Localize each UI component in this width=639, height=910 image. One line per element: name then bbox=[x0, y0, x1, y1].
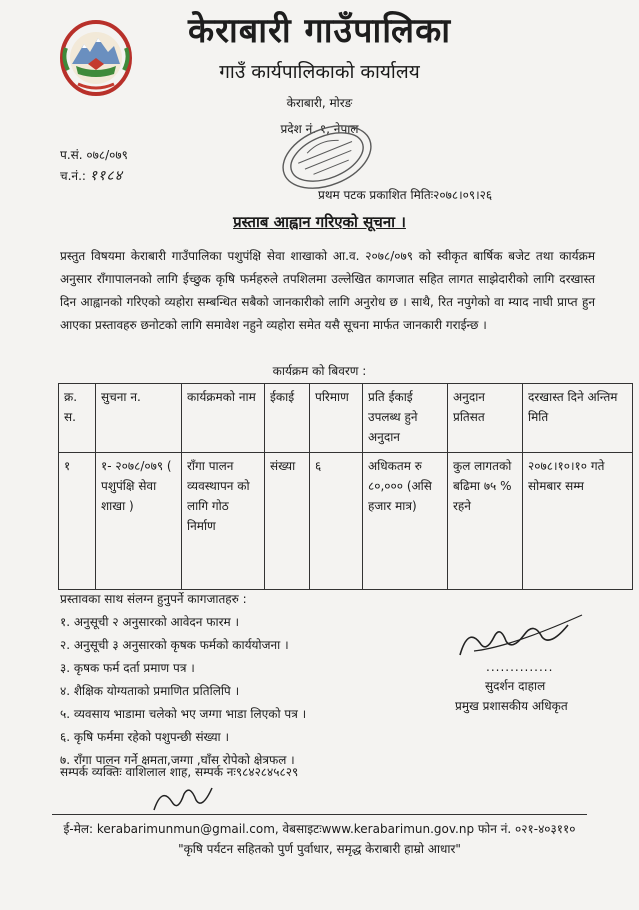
ref-cn bbox=[60, 166, 123, 185]
list-item: ३. कृषक फर्म दर्ता प्रमाण पत्र । bbox=[60, 661, 195, 675]
table-header-cell: ईकाई bbox=[265, 384, 310, 453]
office-address: केराबारी, मोरङ bbox=[286, 96, 353, 110]
page-title: केराबारी गाउँपालिका bbox=[187, 11, 452, 51]
table-header-cell: कार्यक्रमको नाम bbox=[182, 384, 265, 453]
office-province: प्रदेश नं. १, नेपाल bbox=[280, 122, 359, 136]
publish-date: प्रथम पटक प्रकाशित मितिः२०७८।०९।२६ bbox=[318, 188, 493, 202]
signature-line: .............. bbox=[486, 660, 554, 674]
footer-slogan: "कृषि पर्यटन सहितको पुर्ण पुर्वाधार, समृद्ध केराबारी हाम्रो आधार" bbox=[178, 842, 461, 856]
contact-person: सम्पर्क व्यक्तिः वाशिलाल शाह, सम्पर्क नः९८४२८४५८२९ bbox=[60, 765, 299, 779]
ref-ps bbox=[60, 146, 128, 163]
office-subtitle: गाउँ कार्यपालिकाको कार्यालय bbox=[219, 61, 420, 83]
list-item: ५. व्यवसाय भाडामा चलेको भए जग्गा भाडा लिएको पत्र । bbox=[60, 707, 307, 721]
table-header-cell: दरखास्त दिने अन्तिम मिति bbox=[523, 384, 633, 453]
attachments-title: प्रस्तावका साथ संलग्न हुनुपर्ने कागजातहरु : bbox=[60, 592, 247, 606]
table-cell: १ bbox=[59, 453, 96, 590]
table-header-cell: सुचना न. bbox=[96, 384, 182, 453]
table-header-cell: प्रति ईकाई उपलब्ध हुने अनुदान bbox=[363, 384, 448, 453]
list-item: ७. राँगा पालन गर्ने क्षमता,जग्गा ,घाँस रोपेको क्षेत्रफल । bbox=[60, 753, 295, 767]
table-header-row bbox=[59, 384, 633, 453]
table-cell: अधिकतम रु ८०,००० (असि हजार मात्र) bbox=[363, 453, 448, 590]
table-header-cell: क्र. स. bbox=[59, 384, 96, 453]
signatory-name: सुदर्शन दाहाल bbox=[485, 679, 546, 693]
table-cell: कुल लागतको बढिमा ७५ % रहने bbox=[448, 453, 523, 590]
footer-divider bbox=[52, 814, 587, 815]
ref-ps-label: प.सं. bbox=[60, 148, 83, 162]
ref-cn-label: च.नं.: bbox=[60, 169, 86, 183]
table-caption: कार्यक्रम को बिवरण : bbox=[272, 364, 367, 378]
list-item: ६. कृषि फर्ममा रहेको पशुपन्छी संख्या । bbox=[60, 730, 230, 744]
table-row bbox=[59, 453, 633, 590]
table-header-cell: परिमाण bbox=[310, 384, 363, 453]
ref-ps-value: ०७८/०७९ bbox=[86, 148, 128, 162]
table-cell: संख्या bbox=[265, 453, 310, 590]
table-cell: ६ bbox=[310, 453, 363, 590]
list-item: १. अनुसूची २ अनुसारको आवेदन फारम । bbox=[60, 615, 240, 629]
ref-cn-value: ११८४ bbox=[89, 168, 123, 184]
footer-contact: ई-मेल: kerabarimunmun@gmail.com, वेबसाइटःwww.kerabarimun.gov.np फोन नं. ०२१-४०३११० bbox=[63, 822, 576, 836]
table-cell: राँगा पालन व्यवस्थापन को लागि गोठ निर्माण bbox=[182, 453, 265, 590]
list-item: २. अनुसूची ३ अनुसारको कृषक फर्मको कार्ययोजना । bbox=[60, 638, 289, 652]
attachments-list bbox=[60, 588, 306, 772]
table-cell: १- २०७८/०७९ ( पशुपंक्षि सेवा शाखा ) bbox=[96, 453, 182, 590]
program-table bbox=[58, 383, 633, 590]
signatory-designation: प्रमुख प्रशासकीय अधिकृत bbox=[455, 699, 568, 713]
table-cell: २०७८।१०।१० गते सोमबार सम्म bbox=[523, 453, 633, 590]
notice-heading: प्रस्ताब आह्वान गरिएको सूचना । bbox=[233, 213, 406, 231]
notice-body: प्रस्तुत विषयमा केराबारी गाउँपालिका पशुपंक्षि सेवा शाखाको आ.व. २०७८/०७९ को स्वीकृत बार्षिक बजेट तथा कार्यक्रम अनुसार राँगापालनको लागि ईच्छुक कृषि फर्महरुले तपशिलमा उल्लेखित कागजात सहित लागत साझेदारीको लागि दरखास्त दिन आह्वानको गरिएको व्यहोरा सम्बन्धित सबैको जानकारीको लागि अनुरोध छ । साथै, रित नपुगेको वा म्याद नाघी प्राप्त हुन आएका प्रस्तावहरु छनोटको लागि समावेश नहुने व्यहोरा समेत यसै सूचना मार्फत जानकारी गराईन्छ । bbox=[60, 249, 595, 332]
table-header-cell: अनुदान प्रतिसत bbox=[448, 384, 523, 453]
list-item: ४. शैक्षिक योग्यताको प्रमाणित प्रतिलिपि । bbox=[60, 684, 240, 698]
